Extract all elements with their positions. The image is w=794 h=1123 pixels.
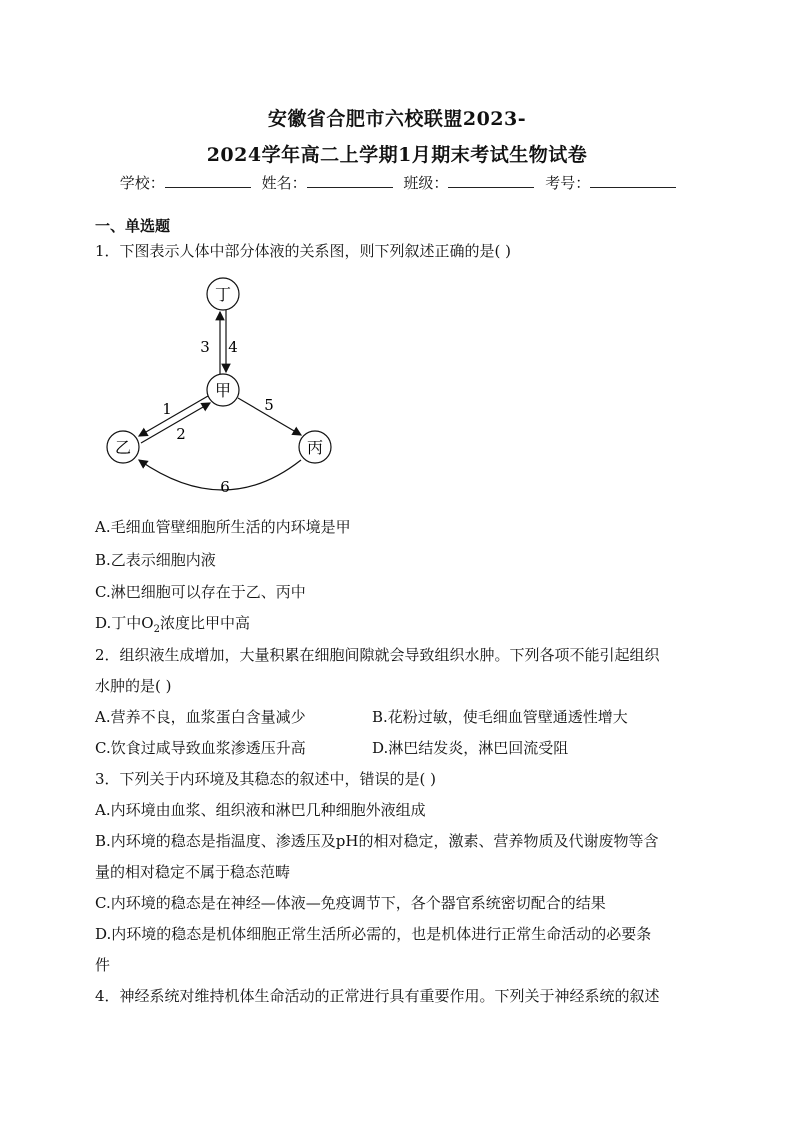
- section-heading: 一、单选题: [95, 217, 171, 235]
- arrow-label-4: 4: [228, 338, 238, 356]
- arrow-label-5: 5: [264, 396, 274, 414]
- body-fluid-diagram: [95, 270, 355, 505]
- o2-subscript: 2: [153, 624, 160, 635]
- student-info-row: [0, 172, 794, 193]
- q2-option-a: A.营养不良，血浆蛋白含量减少: [95, 708, 306, 726]
- school-label: 学校：: [119, 174, 165, 192]
- q3-option-a: A.内环境由血浆、组织液和淋巴几种细胞外液组成: [95, 801, 426, 819]
- exam-number-blank[interactable]: [590, 175, 676, 188]
- arrow-label-2: 2: [176, 425, 186, 443]
- arrow-label-1: 1: [162, 400, 172, 418]
- node-bing-label: 丙: [306, 438, 324, 457]
- question-4-stem: 4．神经系统对维持机体生命活动的正常进行具有重要作用。下列关于神经系统的叙述: [95, 987, 660, 1005]
- q2-option-d: D.淋巴结发炎，淋巴回流受阻: [372, 739, 569, 757]
- question-3-stem: 3．下列关于内环境及其稳态的叙述中，错误的是( ): [95, 770, 437, 788]
- q1-option-b: B.乙表示细胞内液: [95, 551, 216, 569]
- exam-title-line1: 安徽省合肥市六校联盟2023-: [267, 108, 527, 130]
- node-yi-label: 乙: [114, 438, 132, 457]
- class-label: 班级：: [403, 174, 449, 192]
- q3-option-c: C.内环境的稳态是在神经—体液—免疫调节下，各个器官系统密切配合的结果: [95, 894, 606, 912]
- q2-option-b: B.花粉过敏，使毛细血管壁通透性增大: [372, 708, 628, 726]
- arrow-label-3: 3: [200, 338, 210, 356]
- q3-option-b-line1: B.内环境的稳态是指温度、渗透压及pH的相对稳定，激素、营养物质及代谢废物等含: [95, 832, 659, 850]
- q1-option-c: C.淋巴细胞可以存在于乙、丙中: [95, 583, 306, 601]
- school-blank[interactable]: [165, 175, 251, 188]
- name-label: 姓名：: [261, 174, 307, 192]
- q1-option-a: A.毛细血管壁细胞所生活的内环境是甲: [95, 518, 351, 536]
- exam-title-line2: 2024学年高二上学期1月期末考试生物试卷: [206, 144, 588, 166]
- question-2-stem-line1: 2．组织液生成增加，大量积累在细胞间隙就会导致组织水肿。下列各项不能引起组织: [95, 646, 660, 664]
- name-blank[interactable]: [307, 175, 393, 188]
- exam-number-label: 考号：: [545, 174, 591, 192]
- q3-option-d-line2: 件: [95, 956, 111, 974]
- q3-option-b-line2: 量的相对稳定不属于稳态范畴: [95, 863, 291, 881]
- q1-option-d: [95, 613, 705, 640]
- q2-option-c: C.饮食过咸导致血浆渗透压升高: [95, 739, 306, 757]
- question-1-stem: 1．下图表示人体中部分体液的关系图，则下列叙述正确的是( ): [95, 242, 512, 260]
- arrow-1: [139, 396, 208, 436]
- arrow-label-6: 6: [220, 478, 230, 496]
- node-jia-label: 甲: [214, 381, 232, 400]
- question-2-stem-line2: 水肿的是( ): [95, 677, 172, 695]
- class-blank[interactable]: [448, 175, 534, 188]
- q3-option-d-line1: D.内环境的稳态是机体细胞正常生活所必需的，也是机体进行正常生命活动的必要条: [95, 925, 652, 943]
- q1-option-d-part1: D.丁中O: [95, 614, 154, 632]
- q1-option-d-part2: 浓度比甲中高: [159, 614, 250, 632]
- node-ding-label: 丁: [214, 285, 232, 304]
